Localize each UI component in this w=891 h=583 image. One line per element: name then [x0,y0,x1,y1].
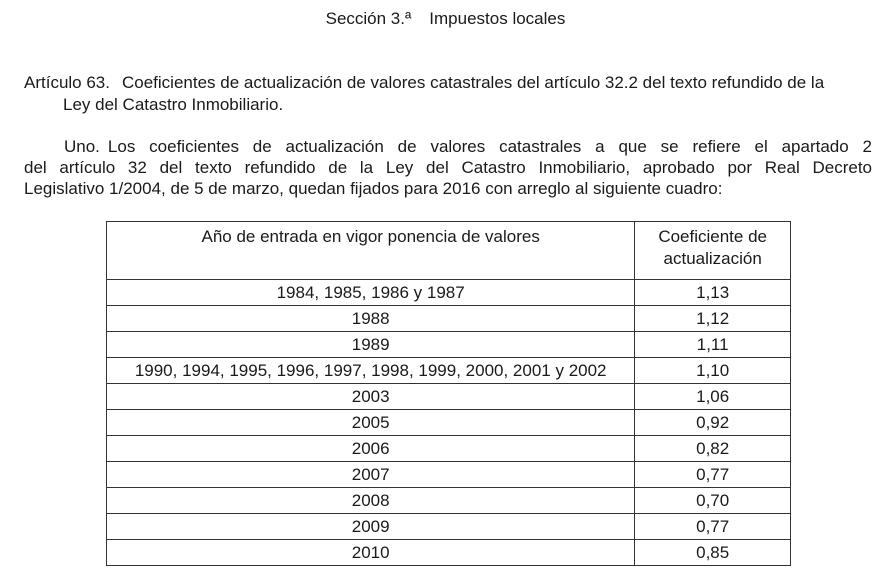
table-row [107,410,791,436]
table-header-row [107,222,791,280]
coefficient-cell: 0,70 [635,488,791,514]
article-title-line2: Ley del Catastro Inmobiliario. [63,95,284,114]
year-cell: 2009 [107,514,635,540]
coefficient-cell: 1,10 [635,358,791,384]
year-cell: 2007 [107,462,635,488]
table-row [107,514,791,540]
table-row [107,280,791,306]
section-title: Impuestos locales [429,9,566,28]
coefficient-cell: 0,77 [635,462,791,488]
table-row [107,332,791,358]
coefficient-cell: 1,12 [635,306,791,332]
coefficient-cell: 0,85 [635,540,791,566]
year-cell: 1990, 1994, 1995, 1996, 1997, 1998, 1999, 2000, 2001 y 2002 [107,358,635,384]
table-row [107,306,791,332]
table-row [107,488,791,514]
coefficient-cell: 0,92 [635,410,791,436]
article-title-line1: Coeficientes de actualización de valores catastrales del artículo 32.2 del texto refundido de la [122,73,825,92]
year-cell: 2005 [107,410,635,436]
year-cell: 1984, 1985, 1986 y 1987 [107,280,635,306]
table-row [107,384,791,410]
year-cell: 1988 [107,306,635,332]
year-cell: 2010 [107,540,635,566]
table-row [107,462,791,488]
paragraph-line2: del artículo 32 del texto refundido de la Ley del Catastro Inmobiliario, aprobado por Real Decreto [24,158,872,177]
paragraph-line1-text: Los coeficientes de actualización de valores catastrales a que se refiere el apartado 2 [107,137,872,156]
coefficient-cell: 0,82 [635,436,791,462]
table-row [107,540,791,566]
table-row [107,358,791,384]
paragraph-line1 [24,136,872,157]
year-cell: 2008 [107,488,635,514]
year-cell: 2003 [107,384,635,410]
body-paragraph [24,136,872,199]
header-coefficient [635,222,791,280]
paragraph-lead: Uno. [64,137,100,156]
coefficient-cell: 1,06 [635,384,791,410]
header-coefficient-line1: Coeficiente de [658,227,767,246]
coefficient-cell: 1,13 [635,280,791,306]
coefficient-cell: 0,77 [635,514,791,540]
section-number: Sección 3.ª [325,9,412,28]
coefficient-cell: 1,11 [635,332,791,358]
year-cell: 1989 [107,332,635,358]
header-year: Año de entrada en vigor ponencia de valores [107,222,635,280]
header-coefficient-line2: actualización [663,249,762,268]
article-heading-line1 [24,72,876,94]
article-number: Artículo 63. [24,73,110,92]
paragraph-line3: Legislativo 1/2004, de 5 de marzo, quedan fijados para 2016 con arreglo al siguiente cuadro: [24,179,723,198]
year-cell: 2006 [107,436,635,462]
article-heading [24,72,876,116]
table-row [107,436,791,462]
section-heading [0,8,891,30]
coefficients-table [106,221,791,566]
